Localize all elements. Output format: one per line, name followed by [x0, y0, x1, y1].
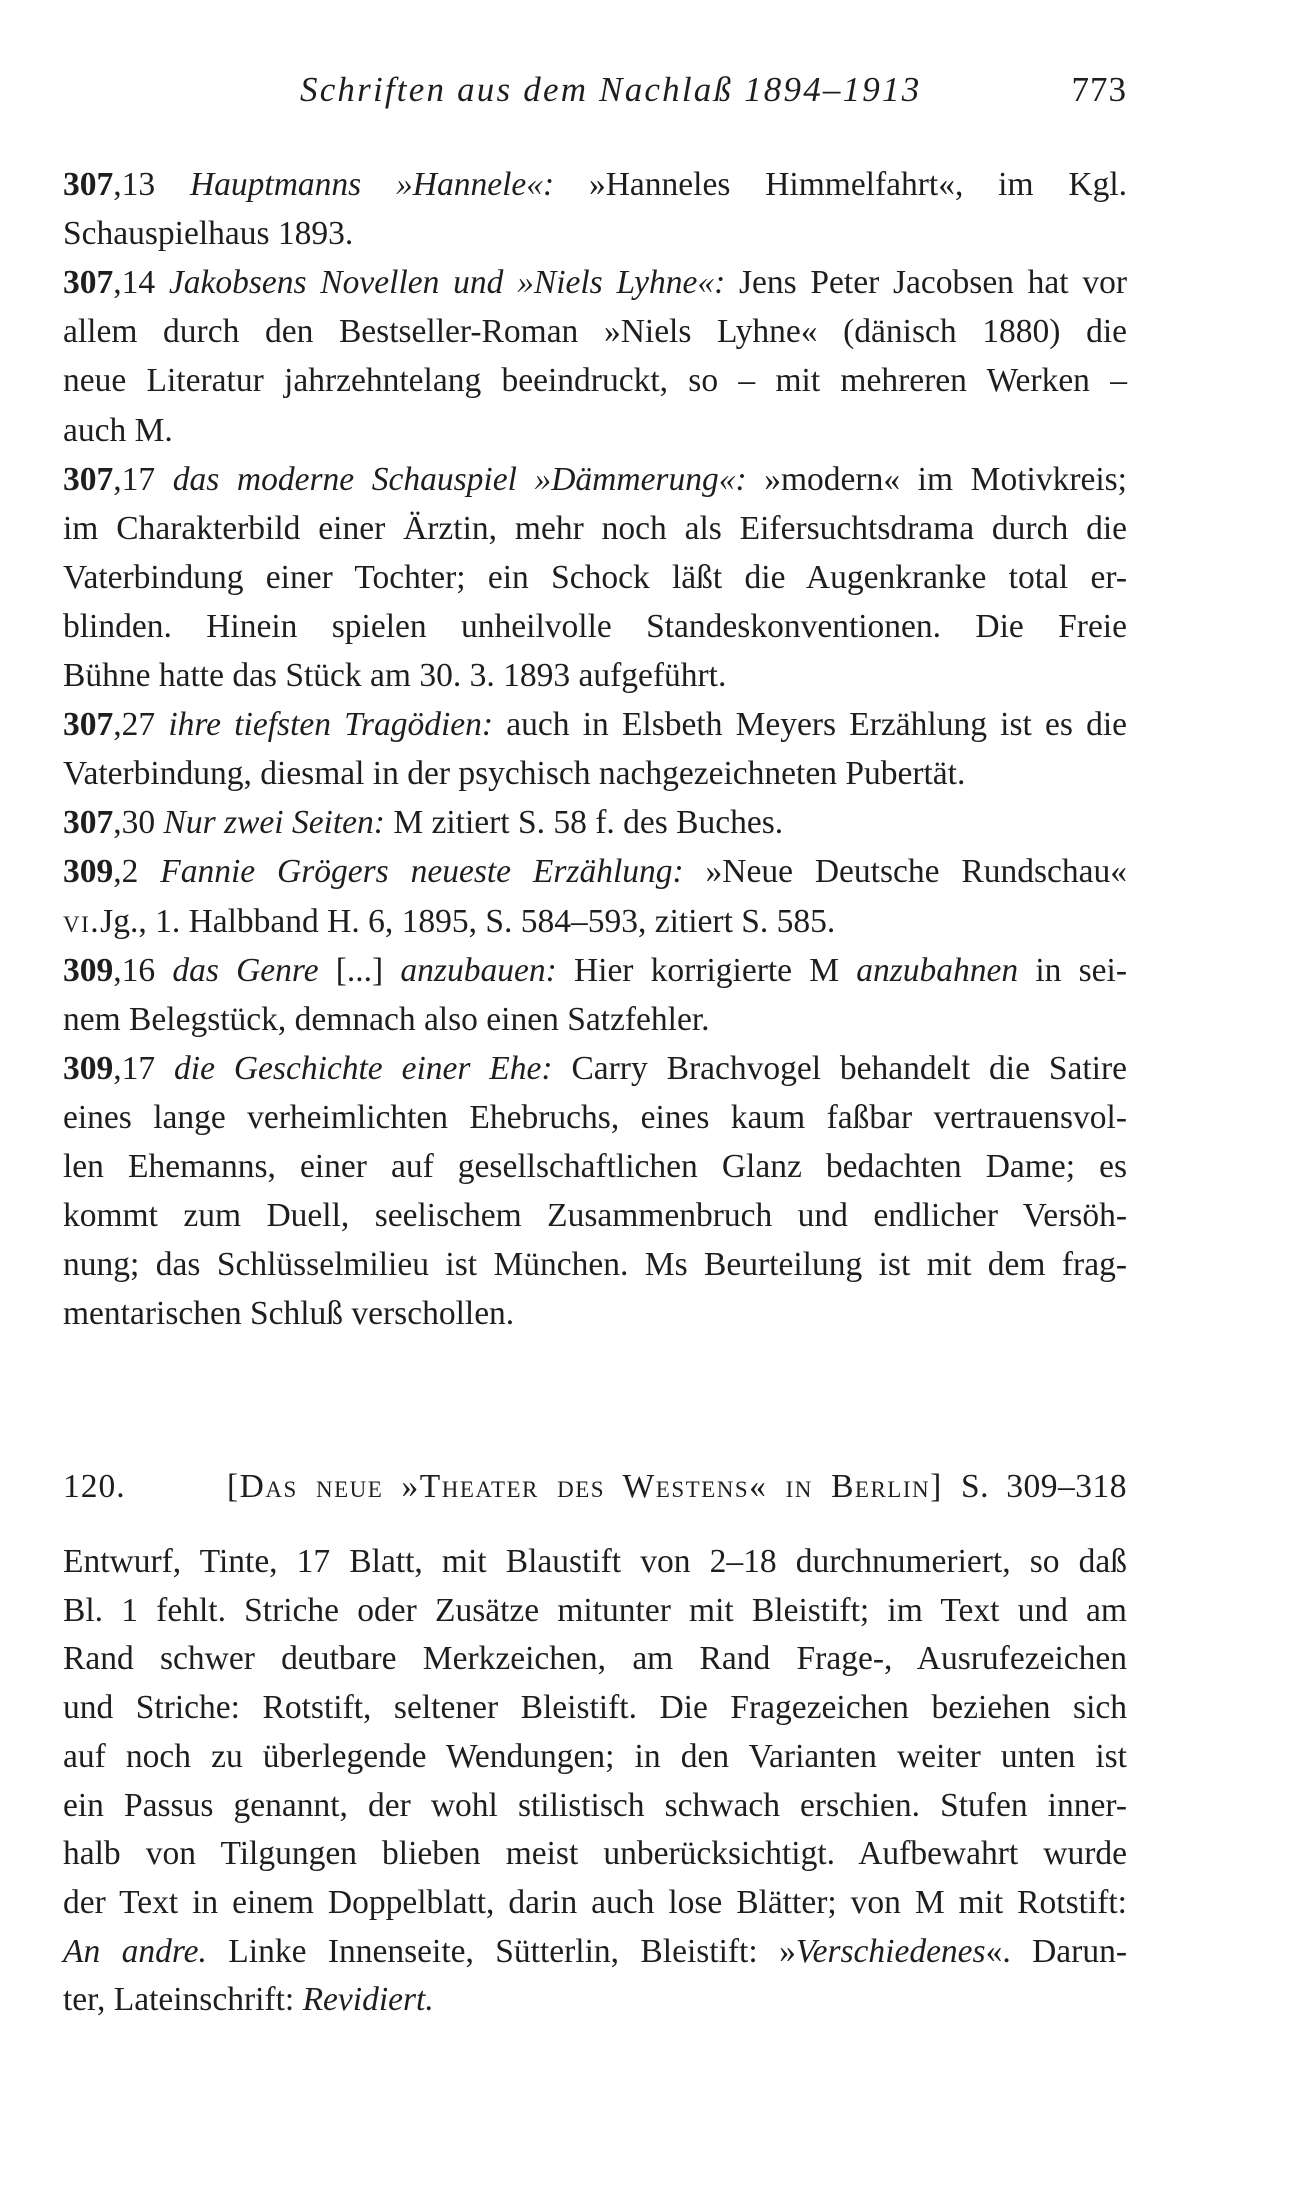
text-line	[63, 995, 1127, 1044]
note-reference: 309	[63, 951, 114, 989]
text-run: nung; das Schlüsselmilieu ist München. Ms Beurteilung ist mit dem frag-	[63, 1246, 1127, 1284]
text-run: Vaterbindung einer Tochter; ein Schock läßt die Augenkranke total er-	[63, 558, 1127, 596]
text-run: halb von Tilgungen blieben meist unberücksichtigt. Aufbewahrt wurde	[63, 1835, 1127, 1873]
text-run: Jg., 1. Halbband H. 6, 1895, S. 584–593, zitiert S. 585.	[100, 902, 836, 940]
text-run: M zitiert S. 58 f. des Buches.	[384, 804, 784, 842]
section-title	[227, 1462, 1127, 1511]
text-run: Schauspielhaus 1893.	[63, 215, 354, 253]
text-line	[63, 1732, 1127, 1781]
running-head	[300, 70, 1127, 120]
lemma-text: anzubahnen	[856, 951, 1019, 989]
text-run: ein Passus genannt, der wohl stilistisch schwach erschien. Stufen inner-	[63, 1786, 1127, 1824]
text-run: Entwurf, Tinte, 17 Blatt, mit Blaustift von 2–18 durchnumeriert, so daß	[63, 1543, 1127, 1580]
text-line	[63, 1586, 1127, 1635]
note-reference: 309	[63, 1049, 114, 1087]
note-reference: 307	[63, 166, 114, 203]
text-run: ,16	[113, 951, 173, 989]
text-line	[63, 1240, 1127, 1289]
text-run: Bl. 1 fehlt. Striche oder Zusätze mitunter mit Bleistift; im Text und am	[63, 1591, 1127, 1629]
section-number: 120.	[63, 1468, 126, 1505]
text-line	[63, 1781, 1127, 1830]
text-line	[63, 1093, 1127, 1142]
page-number: 773	[1071, 70, 1127, 109]
text-line	[63, 406, 1127, 455]
text-line	[63, 504, 1127, 553]
note-reference: 307	[63, 804, 114, 842]
text-run: mentarischen Schluß verschollen.	[63, 1295, 515, 1333]
text-run: Rand schwer deutbare Merkzeichen, am Rand Frage-, Ausrufezeichen	[63, 1640, 1127, 1678]
text-line	[63, 1829, 1127, 1878]
text-run: Bühne hatte das Stück am 30. 3. 1893 aufgeführt.	[63, 657, 727, 694]
text-line	[63, 356, 1127, 405]
text-run: ,17	[113, 1049, 175, 1087]
text-line	[63, 946, 1127, 995]
text-run: Vaterbindung, diesmal in der psychisch nachgezeichneten Pubertät.	[63, 755, 966, 793]
text-line	[63, 847, 1127, 896]
text-run: «. Darun-	[985, 1932, 1127, 1970]
note-reference: 307	[63, 264, 114, 302]
text-line	[63, 1975, 1127, 2024]
lemma-text: ihre tiefsten Tragödien:	[168, 706, 494, 744]
text-line	[63, 897, 1127, 946]
text-run: [...]	[318, 951, 401, 989]
lemma-text: Hauptmanns »Hannele«:	[189, 166, 555, 203]
text-run: ,2	[113, 853, 161, 891]
text-run: ,13	[113, 166, 190, 203]
lemma-text: Nur zwei Seiten:	[163, 804, 385, 842]
text-line	[63, 307, 1127, 356]
text-run: ,17	[113, 460, 173, 498]
text-run: Carry Brachvogel behandelt die Satire	[552, 1049, 1128, 1087]
lemma-text: Fannie Grögers neueste Erzählung:	[160, 853, 684, 891]
text-run: allem durch den Bestseller-Roman »Niels Lyhne« (dänisch 1880) die	[63, 313, 1127, 351]
section-page-range: S. 309–318	[961, 1468, 1127, 1505]
lemma-text: Revidiert.	[302, 1981, 434, 2019]
text-line	[63, 258, 1127, 307]
text-line	[63, 1044, 1127, 1093]
text-run: len Ehemanns, einer auf gesellschaftlichen Glanz bedachten Dame; es	[63, 1148, 1127, 1185]
section-heading	[63, 1462, 1127, 1511]
text-line	[63, 749, 1127, 798]
lemma-text: An andre.	[63, 1932, 207, 1970]
text-run: und Striche: Rotstift, seltener Bleistift. Die Fragezeichen beziehen sich	[63, 1689, 1127, 1727]
note-reference: 309	[63, 853, 114, 891]
text-line	[63, 1683, 1127, 1732]
text-run: blinden. Hinein spielen unheilvolle Standeskonventionen. Die Freie	[63, 607, 1127, 645]
lemma-text: anzubauen:	[400, 951, 557, 989]
lemma-text: Jakobsens Novellen und »Niels Lyhne«:	[168, 264, 726, 302]
text-run: Jens Peter Jacobsen hat vor	[725, 264, 1128, 302]
text-run: kommt zum Duell, seelischem Zusammenbruch und endlicher Versöh-	[63, 1197, 1127, 1235]
lemma-text: die Geschichte einer Ehe:	[174, 1049, 553, 1087]
text-run: ,30	[113, 804, 164, 842]
text-run: Linke Innenseite, Sütterlin, Bleistift: »	[206, 1932, 796, 1970]
text-line	[63, 1634, 1127, 1683]
text-line	[63, 1878, 1127, 1927]
text-run: in sei-	[1018, 951, 1127, 989]
text-run: im Charakterbild einer Ärztin, mehr noch als Eifersuchtsdrama durch die	[63, 509, 1127, 547]
text-run: nem Belegstück, demnach also einen Satzfehler.	[63, 1000, 710, 1038]
text-line	[63, 1289, 1127, 1338]
section-title-text: [Das neue »Theater des Westens« in Berlin]	[227, 1468, 943, 1505]
text-line	[63, 700, 1127, 749]
text-line	[63, 1142, 1127, 1191]
text-line	[63, 1927, 1127, 1976]
text-run: ter, Lateinschrift:	[63, 1981, 303, 2019]
text-run: vi.	[63, 902, 101, 940]
text-line	[63, 553, 1127, 602]
text-run: auch in Elsbeth Meyers Erzählung ist es die	[493, 706, 1127, 744]
text-run: »Neue Deutsche Rundschau«	[683, 853, 1128, 891]
text-line	[63, 160, 1127, 209]
text-line	[63, 1191, 1127, 1240]
text-line	[63, 602, 1127, 651]
text-line	[63, 209, 1127, 258]
lemma-text: das moderne Schauspiel »Dämmerung«:	[172, 460, 747, 498]
text-run: ,27	[113, 706, 169, 744]
lemma-text: das Genre	[172, 951, 319, 989]
text-run: auf noch zu überlegende Wendungen; in den Varianten weiter unten ist	[63, 1737, 1127, 1775]
text-line	[63, 1537, 1127, 1586]
note-reference: 307	[63, 460, 114, 498]
text-run: »Hanneles Himmelfahrt«, im Kgl.	[554, 166, 1127, 203]
text-run: neue Literatur jahrzehntelang beeindruckt, so – mit mehreren Werken –	[63, 362, 1127, 400]
text-run: der Text in einem Doppelblatt, darin auch lose Blätter; von M mit Rotstift:	[63, 1883, 1127, 1921]
text-line	[63, 455, 1127, 504]
running-head-title: Schriften aus dem Nachlaß 1894–1913	[300, 70, 922, 109]
text-run: Hier korrigierte M	[556, 951, 857, 989]
text-line	[63, 651, 1127, 700]
text-run: auch M.	[63, 411, 173, 449]
text-run: ,14	[113, 264, 169, 302]
note-reference: 307	[63, 706, 114, 744]
lemma-text: Verschiedenes	[795, 1932, 986, 1970]
text-line	[63, 798, 1127, 847]
text-run: eines lange verheimlichten Ehebruchs, eines kaum faßbar vertrauensvol-	[63, 1098, 1127, 1136]
text-run: »modern« im Motivkreis;	[746, 460, 1127, 498]
